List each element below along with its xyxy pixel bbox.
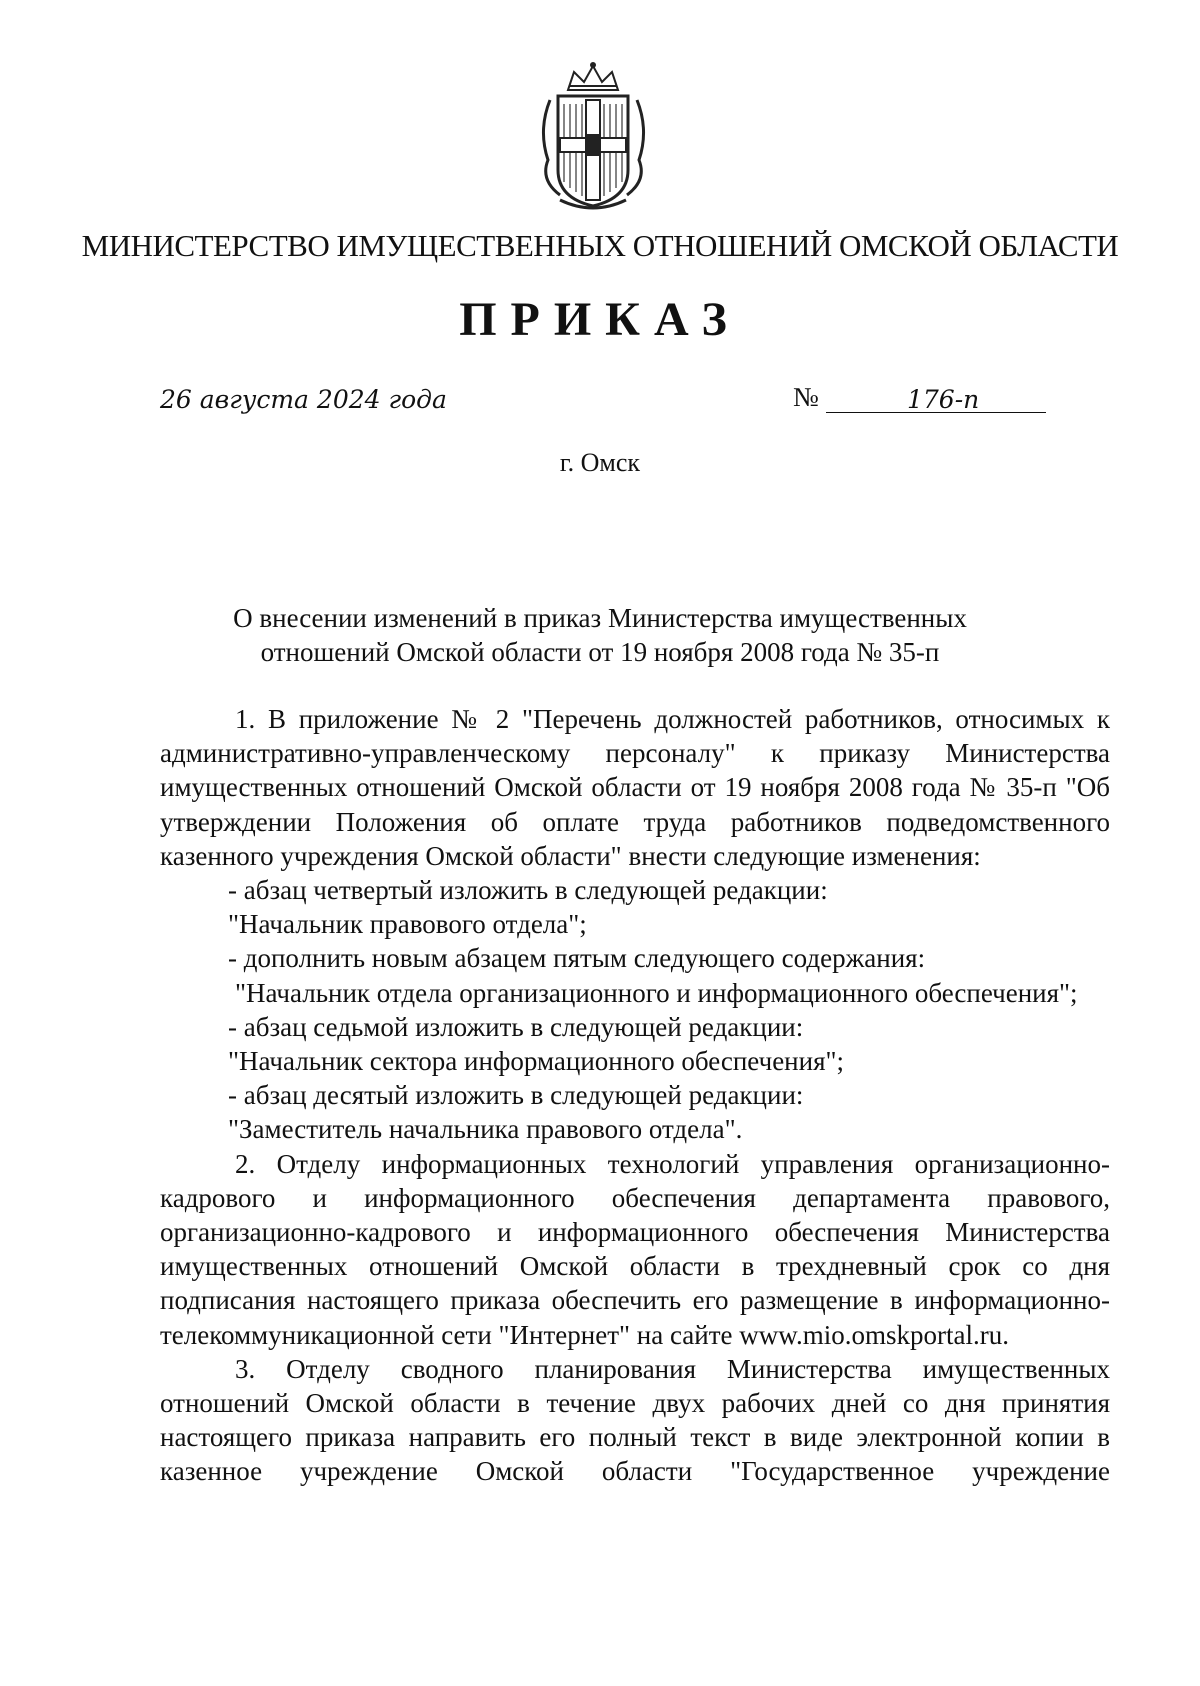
amendment-line: - абзац седьмой изложить в следующей редакции: — [228, 1011, 804, 1042]
handwritten-order-number: 176-п — [907, 385, 980, 414]
subject-line-2: отношений Омской области от 19 ноября 2008 года № 35-п — [260, 637, 940, 667]
amendment-quote: "Начальник отдела организационного и информационного обеспечения"; — [235, 977, 1078, 1008]
city-line: г. Омск — [559, 448, 641, 477]
amendment-line: "Заместитель начальника правового отдела". — [228, 1114, 743, 1145]
amendment-line: "Начальник сектора информационного обеспечения"; — [228, 1046, 845, 1077]
subject-line-1: О внесении изменений в приказ Министерства имущественных — [233, 603, 967, 633]
amendment-line: "Начальник правового отдела"; — [228, 909, 587, 940]
order-subject — [0, 601, 1200, 669]
omsk-coat-of-arms-emblem — [530, 60, 657, 210]
amendment-line: - абзац десятый изложить в следующей редакции: — [228, 1080, 804, 1111]
order-body — [160, 702, 1110, 1489]
paragraph-2: 2. Отделу информационных технологий управления организационно-кадрового и информационного обеспечения департамента правового, организационно-кадрового и информационного обеспечения Министерства имущественных отношений Омской области в трехдневный срок со дня подписания настоящего приказа обеспечить его размещение в информационно-телекоммуникационной сети "Интернет" на сайте www.mio.omskportal.ru. — [160, 1148, 1110, 1350]
paragraph-1: 1. В приложение № 2 "Перечень должностей работников, относимых к административно-управленческому персоналу" к приказу Министерства имущественных отношений Омской области от 19 ноября 2008 года № 35-п "Об утверждении Положения об оплате труда работников подведомственного казенного учреждения Омской области" внести следующие изменения: — [160, 704, 1110, 871]
paragraph-3: 3. Отделу сводного планирования Министерства имущественных отношений Омской области в течение двух рабочих дней со дня принятия настоящего приказа направить его полный текст в виде электронной копии в казенное учреждение Омской области "Государственное учреждение — [160, 1353, 1110, 1487]
order-number-label: № — [793, 382, 819, 412]
amendment-line: - абзац четвертый изложить в следующей редакции: — [228, 875, 828, 906]
ministry-name: МИНИСТЕРСТВО ИМУЩЕСТВЕННЫХ ОТНОШЕНИЙ ОМСКОЙ ОБЛАСТИ — [81, 228, 1119, 263]
amendment-line: - дополнить новым абзацем пятым следующего содержания: — [228, 943, 926, 974]
handwritten-date: 26 августа 2024 года — [160, 385, 447, 414]
document-type-title: ПРИКАЗ — [459, 293, 741, 346]
